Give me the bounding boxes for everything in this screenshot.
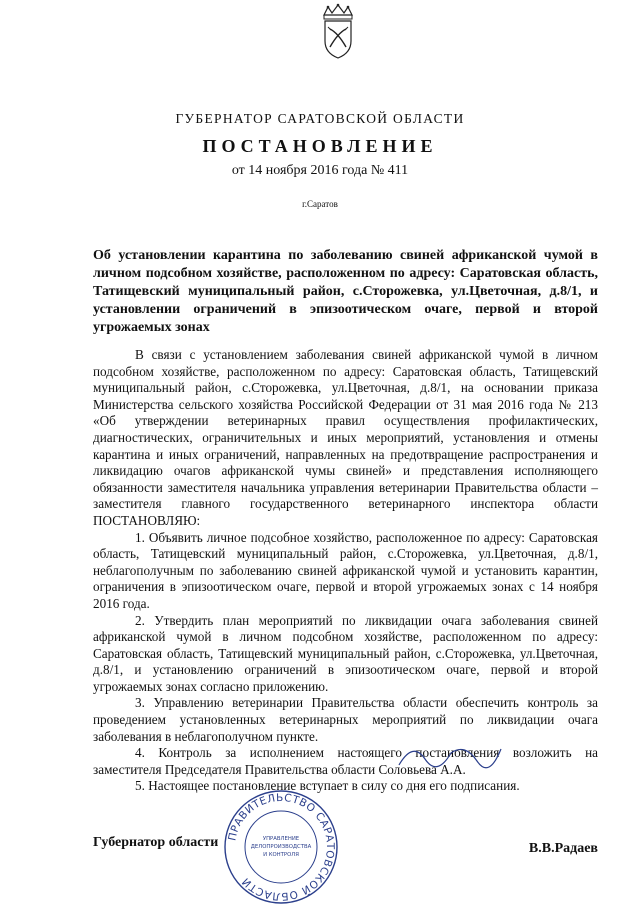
handwritten-signature <box>395 735 505 775</box>
signatory-name: В.В.Радаев <box>528 841 598 856</box>
official-seal-stamp <box>222 788 340 906</box>
svg-text:И КОНТРОЛЯ: И КОНТРОЛЯ <box>263 852 299 858</box>
resolution-item-1: 1. Объявить личное подсобное хозяйство, расположенное по адресу: Саратовская область, Татищевский муниципальный район, с.Сторожевка, ул.Цветочная, д.8/1, неблагополучным по заболеванию свиней африканской чумой и установить карантин, ограничения в эпизоотическом очаге, первой и второй угрожаемых зонах с 14 ноября 2016 года. <box>93 529 598 611</box>
preamble-paragraph: В связи с установлением заболевания свиней африканской чумой в личном подсобном хозяйстве, расположенном по адресу: Саратовская область, Татищевский муниципальный район, с.Сторожевка, ул.Цветочная, д.8/1, на основании приказа Министерства сельского хозяйства Российской Федерации от 31 мая 2016 года № 213 «Об утверждении ветеринарных правил осуществления профилактических, диагностических, ограничительных и иных мероприятий, установления и отмены карантина и иных ограничений, направленных на предотвращение распространения и ликвидацию очагов африканской чумы свиней» и представления исполняющего обязанности заместителя начальника управления ветеринарии Правительства области – заместителя главного государственного ветеринарного инспектора области ПОСТАНОВЛЯЮ: <box>93 347 598 528</box>
issuing-authority: ГУБЕРНАТОР САРАТОВСКОЙ ОБЛАСТИ <box>175 111 465 126</box>
resolution-item-4: 4. Контроль за исполнением настоящего постановления возложить на заместителя Председателя Правительства области Соловьева А.А. <box>93 745 598 777</box>
document-date-number: от 14 ноября 2016 года № 411 <box>231 163 409 178</box>
document-subject: Об установлении карантина по заболеванию свиней африканской чумой в личном подсобном хозяйстве, расположенном по адресу: Саратовская область, Татищевский муниципальный район, с.Сторожевка, ул.Цветочная, д.8/1, и установлении ограничений в эпизоотическом очаге, первой и второй угрожаемых зонах <box>93 248 598 335</box>
document-type: ПОСТАНОВЛЕНИЕ <box>202 136 438 156</box>
coat-of-arms-icon <box>316 3 360 61</box>
svg-text:УПРАВЛЕНИЕ: УПРАВЛЕНИЕ <box>262 836 300 842</box>
svg-text:ДЕЛОПРОИЗВОДСТВА: ДЕЛОПРОИЗВОДСТВА <box>250 844 312 850</box>
resolution-item-3: 3. Управлению ветеринарии Правительства области обеспечить контроль за проведением установленных ветеринарных мероприятий по ликвидации очага заболевания в неблагополучном пункте. <box>93 695 598 744</box>
stamp-ring-text: ПРАВИТЕЛЬСТВО САРАТОВСКОЙ ОБЛАСТИ <box>226 791 337 903</box>
resolution-item-5: 5. Настоящее постановление вступает в силу со дня его подписания. <box>135 778 520 794</box>
resolution-item-2: 2. Утвердить план мероприятий по ликвидации очага заболевания свиней африканской чумой в личном подсобном хозяйстве, расположенном по адресу: Саратовская область, Татищевский муниципальный район, с.Сторожевка, ул.Цветочная, д.8/1, и установлению ограничений в эпизоотическом очаге, первой и второй угрожаемых зонах согласно приложению. <box>93 612 598 694</box>
document-city: г.Саратов <box>302 199 338 209</box>
signatory-position: Губернатор области <box>93 835 219 850</box>
document-body <box>93 347 598 795</box>
